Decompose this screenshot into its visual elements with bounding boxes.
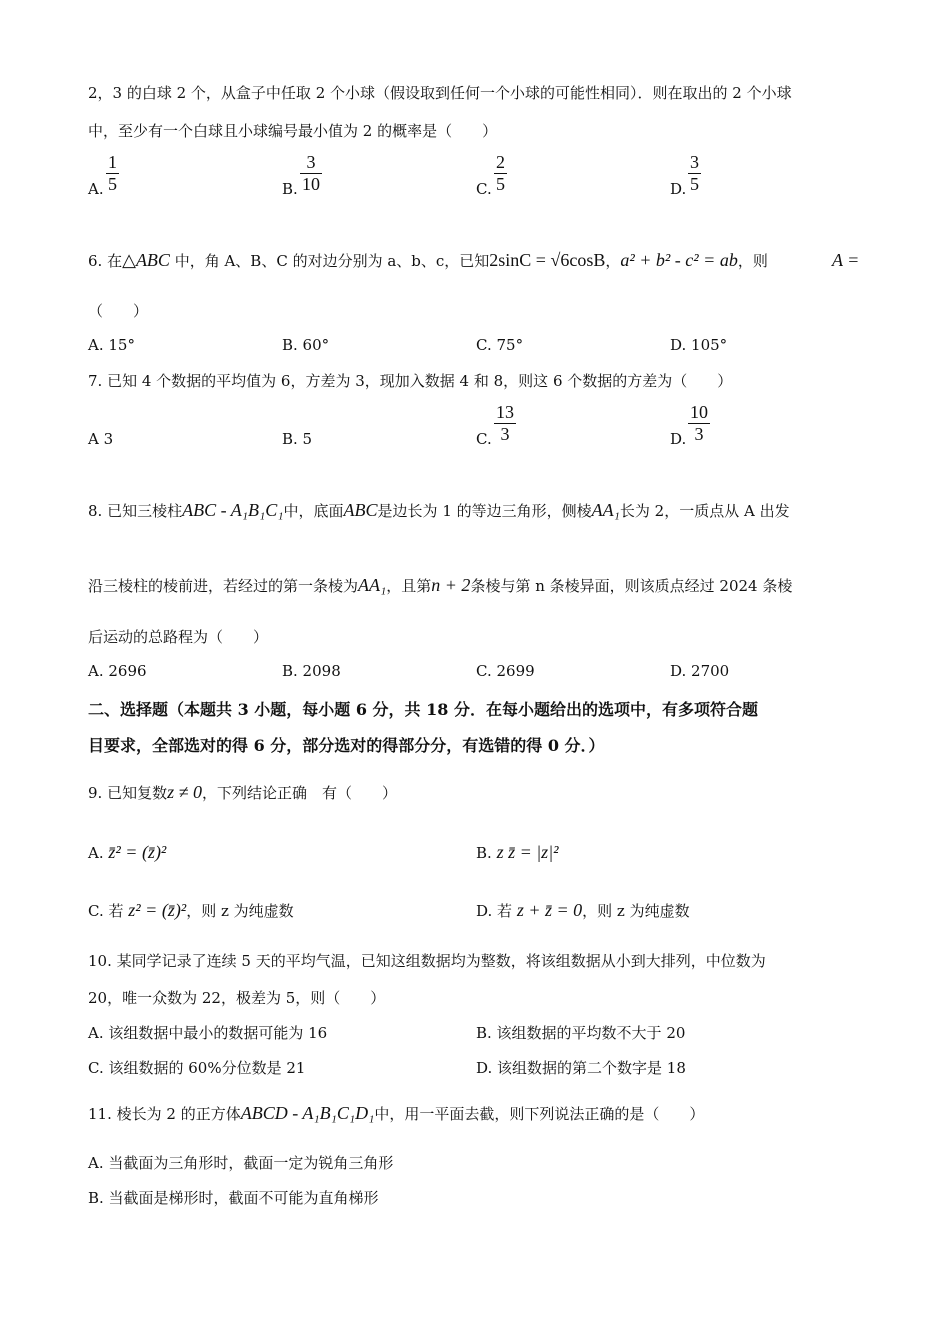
option-label: A. [88, 844, 104, 862]
fraction-numerator: 1 [108, 152, 117, 172]
q8-prism: ABC - A₁B₁C₁ [182, 500, 284, 520]
q9-option-a [88, 842, 166, 863]
q9-stem [88, 782, 397, 803]
q7-option-d-label: D. [670, 430, 687, 448]
section2-heading-line2: 目要求，全部选对的得 6 分，部分选对的得部分分，有选错的得 0 分．） [88, 736, 605, 755]
q11-p2: 中，用一平面去截，则下列说法正确的是（ ） [374, 1105, 705, 1123]
q8-p4: 长为 2，一质点从 A 出发 [619, 502, 790, 520]
q8-l2b: ，且第 [386, 577, 432, 595]
fraction-denominator: 5 [690, 174, 699, 194]
q6-option-a: A. 15° [88, 336, 135, 354]
q8-option-d: D. 2700 [670, 662, 730, 680]
q7-option-c-label: C. [476, 430, 492, 448]
q8-n-plus-2: n + 2 [431, 575, 471, 595]
q9-p1: 9. 已知复数 [88, 784, 168, 802]
q9-option-d [476, 900, 690, 921]
q8-edge2: AA₁ [358, 575, 387, 595]
q5-option-a-label: A. [88, 180, 104, 198]
q5-option-a-fraction [106, 152, 119, 195]
q8-p2: 中，底面 [283, 502, 344, 520]
q6-comma: ， [605, 252, 621, 270]
q6-eq2: a² + b² - c² = ab [620, 250, 738, 270]
q10-option-b: B. 该组数据的平均数不大于 20 [476, 1024, 686, 1042]
q11-cube: ABCD - A₁B₁C₁D₁ [240, 1103, 375, 1123]
q8-line2 [88, 575, 792, 596]
q8-base: ABC [343, 500, 378, 520]
q9-option-b [476, 842, 559, 863]
q5-option-c-label: C. [476, 180, 492, 198]
fraction-denominator: 10 [302, 174, 320, 194]
q5-option-d-fraction [688, 152, 701, 195]
q9-option-d-formula: z + z̄ = 0 [516, 900, 583, 920]
q11-p1: 11. 棱长为 2 的正方体 [88, 1105, 241, 1123]
triangle-symbol: △ [122, 250, 136, 270]
q9-option-c-tail: ，则 z 为纯虚数 [186, 902, 294, 920]
q9-option-a-formula: z̄² = (z̄)² [108, 842, 167, 862]
q6-eq1: 2sinC = √6cosB [489, 250, 606, 270]
q8-l2c: 条棱与第 n 条棱异面，则该质点经过 2024 条棱 [470, 577, 793, 595]
fraction-numerator: 2 [496, 152, 505, 172]
q9-option-d-tail: ，则 z 为纯虚数 [582, 902, 690, 920]
fraction-denominator: 3 [500, 424, 510, 444]
q6-answer-var: A = [832, 250, 860, 270]
q6-stem [88, 250, 768, 271]
q10-option-a: A. 该组数据中最小的数据可能为 16 [88, 1024, 328, 1042]
q7-option-b: B. 5 [282, 430, 313, 448]
q5-option-b-label: B. [282, 180, 298, 198]
q8-l2a: 沿三棱柱的棱前进，若经过的第一条棱为 [88, 577, 359, 595]
q10-option-d: D. 该组数据的第二个数字是 18 [476, 1059, 686, 1077]
q8-line1 [88, 500, 790, 521]
q6-option-d: D. 105° [670, 336, 728, 354]
q8-option-b: B. 2098 [282, 662, 341, 680]
q7-option-d-fraction [688, 402, 710, 445]
q8-line3: 后运动的总路程为（ ） [88, 628, 269, 646]
q11-option-a: A. 当截面为三角形时，截面一定为锐角三角形 [88, 1154, 394, 1172]
fraction-numerator: 13 [496, 402, 514, 422]
q5-line2: 中，至少有一个白球且小球编号最小值为 2 的概率是（ ） [88, 122, 498, 140]
q8-option-c: C. 2699 [476, 662, 535, 680]
fraction-numerator: 3 [690, 152, 699, 172]
option-label: C. 若 [88, 902, 124, 920]
fraction-denominator: 5 [496, 174, 505, 194]
fraction-denominator: 3 [694, 424, 704, 444]
q8-edge: AA₁ [591, 500, 620, 520]
section2-heading-line1: 二、选择题（本题共 3 小题，每小题 6 分，共 18 分．在每小题给出的选项中，有多项符合题 [88, 700, 758, 719]
q8-option-a: A. 2696 [88, 662, 147, 680]
fraction-numerator: 10 [690, 402, 708, 422]
q7-option-c-fraction [494, 402, 516, 445]
q5-option-d-label: D. [670, 180, 687, 198]
q8-p3: 是边长为 1 的等边三角形，侧棱 [377, 502, 592, 520]
q6-paren: （ ） [88, 302, 149, 320]
q5-option-b-fraction [300, 152, 322, 195]
q11-option-b: B. 当截面是梯形时，截面不可能为直角梯形 [88, 1189, 379, 1207]
q6-abc: ABC [135, 250, 170, 270]
q5-line1: 2，3 的白球 2 个，从盒子中任取 2 个小球（假设取到任何一个小球的可能性相同）．则在取出的 2 个小球 [88, 84, 792, 102]
q10-line1: 10. 某同学记录了连续 5 天的平均气温，已知这组数据均为整数，将该组数据从小到大排列，中位数为 [88, 952, 766, 970]
q9-option-c-formula: z² = (z̄)² [128, 900, 187, 920]
q10-line2: 20，唯一众数为 22，极差为 5，则（ ） [88, 989, 386, 1007]
fraction-numerator: 3 [306, 152, 316, 172]
q6-option-b: B. 60° [282, 336, 330, 354]
option-label: B. [476, 844, 492, 862]
q9-option-c [88, 900, 294, 921]
q10-option-c: C. 该组数据的 60%分位数是 21 [88, 1059, 306, 1077]
q11-stem [88, 1103, 704, 1124]
q6-mid: 中，角 A、B、C 的对边分别为 a、b、c，已知 [169, 252, 490, 270]
q9-cond: z ≠ 0 [167, 782, 202, 802]
q6-tail: ，则 [737, 252, 768, 270]
q8-p1: 8. 已知三棱柱 [88, 502, 183, 520]
fraction-denominator: 5 [108, 174, 117, 194]
q7-stem: 7. 已知 4 个数据的平均值为 6，方差为 3，现加入数据 4 和 8，则这 6 个数据的方差为（ ） [88, 372, 733, 390]
q9-p2: ，下列结论正确 有（ ） [201, 784, 397, 802]
q6-option-c: C. 75° [476, 336, 524, 354]
option-label: D. 若 [476, 902, 513, 920]
q6-prefix: 6. 在 [88, 252, 123, 270]
q9-option-b-formula: z z̄ = |z|² [496, 842, 559, 862]
q5-option-c-fraction [494, 152, 507, 195]
q7-option-a: A 3 [88, 430, 114, 448]
